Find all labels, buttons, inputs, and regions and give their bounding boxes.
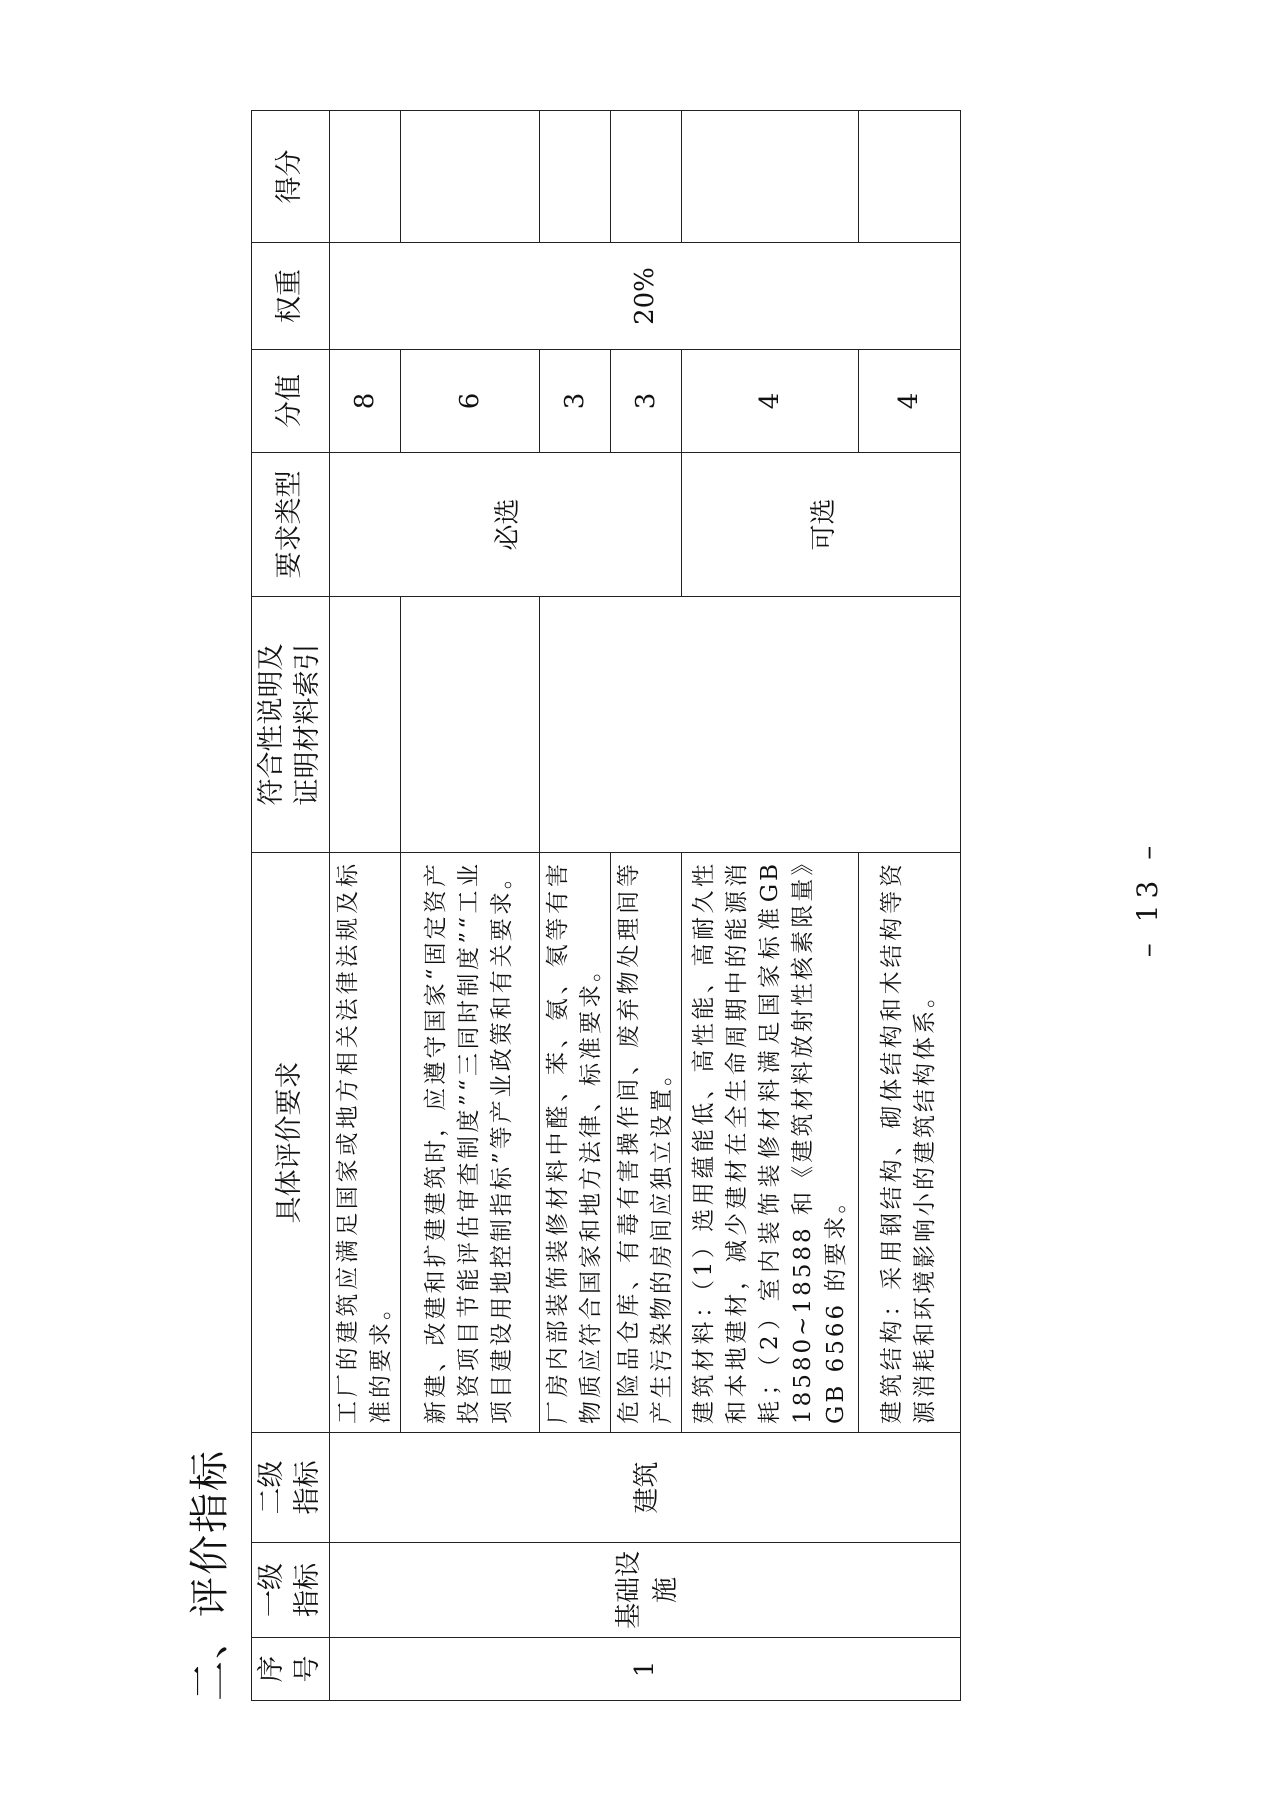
score-cell: 3 (540, 350, 611, 453)
header-got: 得分 (252, 111, 330, 243)
got-cell (682, 111, 858, 243)
got-cell (858, 111, 960, 243)
section-title: 二、评价指标 (187, 1449, 233, 1701)
header-type: 要求类型 (252, 453, 330, 597)
type-required-cell: 必选 (329, 453, 682, 597)
score-cell: 6 (400, 350, 539, 453)
header-evidence: 符合性说明及 证明材料索引 (252, 597, 330, 853)
requirement-cell: 危险品仓库、有毒有害操作间、废弃物处理间等产生污染物的房间应独立设置。 (611, 853, 682, 1433)
header-row (252, 111, 330, 1701)
score-cell: 4 (858, 350, 960, 453)
level2-cell: 建筑 (329, 1433, 960, 1543)
score-cell: 8 (329, 350, 400, 453)
header-level2: 二级 指标 (252, 1433, 330, 1543)
evidence-cell (540, 597, 961, 853)
got-cell (400, 111, 539, 243)
requirement-cell: 新建、改建和扩建建筑时，应遵守国家“固定资产投资项目节能评估审查制度”“三同时制度”“工业项目建设用地控制指标”等产业政策和有关要求。 (400, 853, 539, 1433)
seq-cell: 1 (329, 1638, 960, 1701)
got-cell (611, 111, 682, 243)
score-cell: 3 (611, 350, 682, 453)
requirement-cell: 建筑结构：采用钢结构、砌体结构和木结构等资源消耗和环境影响小的建筑结构体系。 (858, 853, 960, 1433)
table-row (329, 111, 400, 1701)
type-optional-cell: 可选 (682, 453, 961, 597)
score-cell: 4 (682, 350, 858, 453)
level1-cell: 基础设施 (329, 1543, 960, 1638)
requirement-cell: 厂房内部装饰装修材料中醛、苯、氨、氡等有害物质应符合国家和地方法律、标准要求。 (540, 853, 611, 1433)
header-seq: 序号 (252, 1638, 330, 1701)
page-number: – 13 – (1131, 839, 1164, 958)
header-weight: 权重 (252, 243, 330, 350)
requirement-cell: 工厂的建筑应满足国家或地方相关法律法规及标准的要求。 (329, 853, 400, 1433)
header-requirement: 具体评价要求 (252, 853, 330, 1433)
evidence-cell (400, 597, 539, 853)
header-score: 分值 (252, 350, 330, 453)
evaluation-table (251, 110, 961, 1701)
header-level1: 一级 指标 (252, 1543, 330, 1638)
got-cell (329, 111, 400, 243)
requirement-cell: 建筑材料：（1）选用蕴能低、高性能、高耐久性和本地建材，减少建材在全生命周期中的能源消耗；（2）室内装饰装修材料满足国家标准GB 18580~18588 和《建筑材料放射性核素限量》GB 6566 的要求。 (682, 853, 858, 1433)
evidence-cell (329, 597, 400, 853)
got-cell (540, 111, 611, 243)
weight-cell: 20% (329, 243, 960, 350)
